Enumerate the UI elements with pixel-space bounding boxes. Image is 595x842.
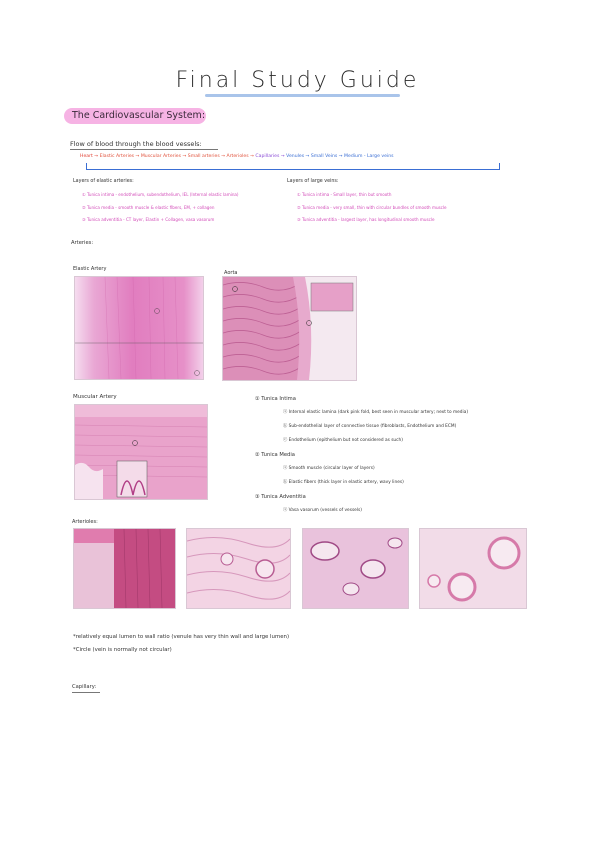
arteriole-micrograph <box>186 528 291 609</box>
arteriole-micrograph <box>302 528 409 609</box>
arteriole-micrograph <box>73 528 176 609</box>
section-heading: The Cardiovascular System: <box>72 110 206 121</box>
title-underline <box>205 94 400 97</box>
capillary-label: Capillary: <box>72 684 97 690</box>
elastic-layer-item: ② Tunica media - smooth muscle & elastic fibers, EM, + collagen <box>82 204 215 210</box>
elastic-artery-micrograph <box>74 276 204 380</box>
tunica-intima-a: ⓐ Internal elastic lamina (dark pink fold, best seen in muscular artery; next to media) <box>283 410 469 415</box>
page-title: Final Study Guide <box>175 68 420 93</box>
elastic-layers-title: Layers of elastic arteries: <box>73 179 134 184</box>
flow-heart: Heart <box>80 154 93 159</box>
flow-veins: Venules → Small Veins → Medium - Large veins <box>286 154 394 159</box>
note-item: *relatively equal lumen to wall ratio (venule has very thin wall and large lumen) <box>73 634 290 640</box>
elastic-artery-label: Elastic Artery <box>73 266 107 272</box>
flow-title-underline <box>70 149 218 150</box>
elastic-layer-item: ① Tunica intima - endothelium, subendothelium, IEL (Internal elastic lamina) <box>82 192 239 197</box>
arteriole-micrograph <box>419 528 527 609</box>
tunica-intima-b: ⓑ Sub-endothelial layer of connective tissue (fibroblasts, Endothelium and ECM) <box>283 424 457 429</box>
tunica-adventitia: ③ Tunica Adventitia <box>255 494 306 500</box>
flow-capillaries: Capillaries <box>255 154 280 159</box>
tunica-intima-c: ⓒ Endothelium (epithelium but not considered as such) <box>283 438 403 443</box>
muscular-artery-label: Muscular Artery <box>73 394 117 400</box>
aorta-micrograph <box>222 276 357 381</box>
flow-title: Flow of blood through the blood vessels: <box>70 140 202 148</box>
tunica-intima: ① Tunica Intima <box>255 396 296 402</box>
capillary-underline <box>72 692 100 693</box>
flow-return-bracket <box>86 163 500 170</box>
notes <box>73 631 289 657</box>
vein-layer-item: ② Tunica media - very small, thin with circular bundles of smooth muscle <box>297 204 447 210</box>
note-item: *Circle (vein is normally not circular) <box>73 647 172 653</box>
blood-flow-sequence: Heart → Elastic Arteries → Muscular Arteries → Small arteries → Arterioles → Capillaries → Venules → Small Veins → Medium - Large veins <box>80 154 394 159</box>
tunica-media-b: ⓑ Elastic fibers (thick layer in elastic artery, wavy lines) <box>283 480 404 485</box>
arteries-label: Arteries: <box>71 240 94 246</box>
vein-layers-title: Layers of large veins: <box>287 179 339 184</box>
arterioles-label: Arterioles: <box>72 519 98 525</box>
vein-layer-item: ③ Tunica adventitia - largest layer, has longitudinal smooth muscle <box>297 217 435 222</box>
elastic-layer-item: ③ Tunica adventitia - CT layer, Elastin + Collagen, vasa vasorum <box>82 217 215 222</box>
vein-layers-list <box>297 189 447 227</box>
vein-layer-item: ① Tunica intima - Small layer, thin but smooth <box>297 192 392 197</box>
tunica-adventitia-a: ⓐ Vasa vasorum (vessels of vessels) <box>283 508 362 513</box>
tunica-media-a: ⓐ Smooth muscle (circular layer of layers) <box>283 466 375 471</box>
tunica-media: ② Tunica Media <box>255 452 295 458</box>
flow-arteries: Elastic Arteries → Muscular Arteries → Small arteries → Arterioles <box>99 154 249 159</box>
tunica-layer-legend <box>255 392 468 518</box>
muscular-artery-micrograph <box>74 404 208 500</box>
aorta-label: Aorta <box>224 270 238 276</box>
elastic-layers-list <box>82 189 239 227</box>
